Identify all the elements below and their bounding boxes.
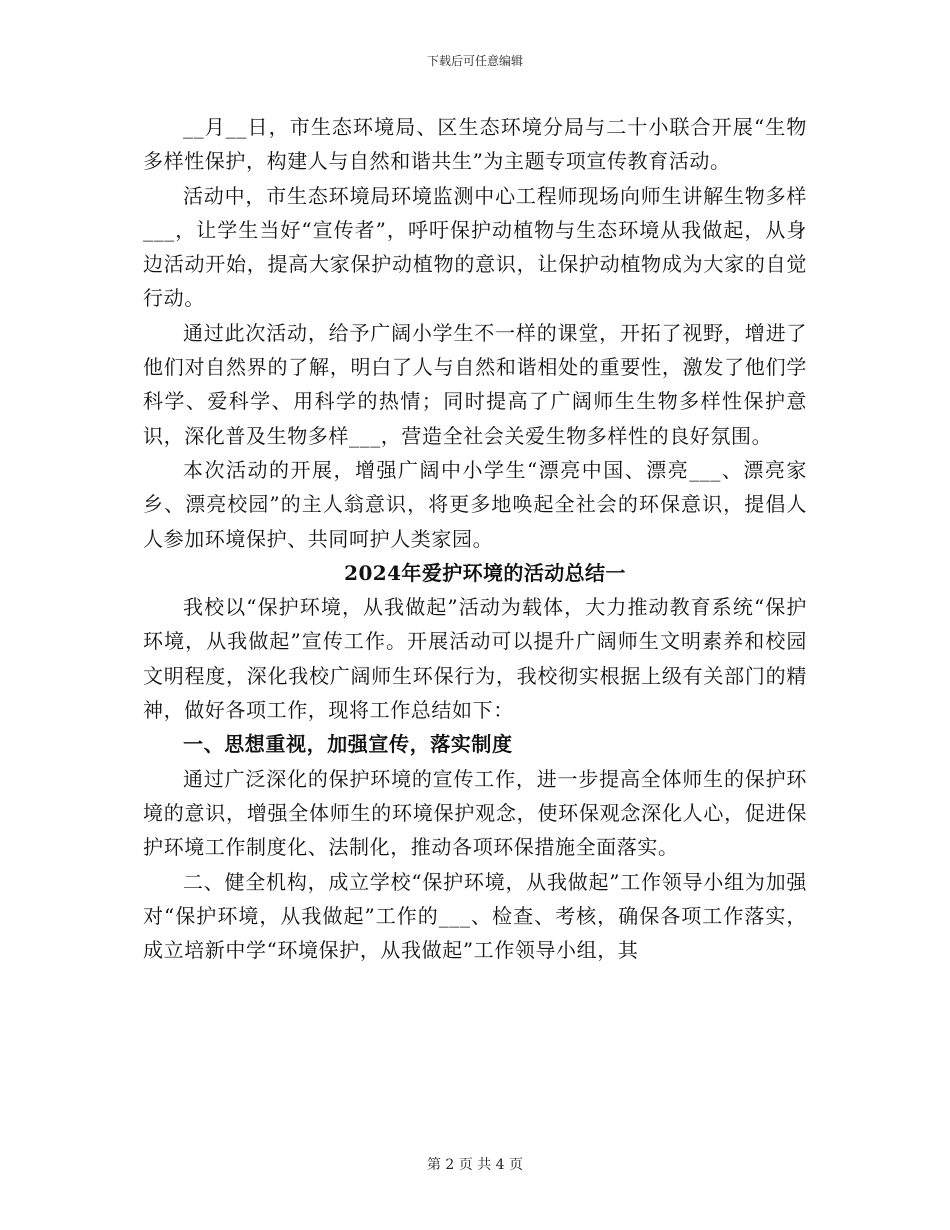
paragraph-summary-intro: 我校以“保护环境，从我做起”活动为载体，大力推动教育系统“保护环境，从我做起”宣传工作。开展活动可以提升广阔师生文明素养和校园文明程度，深化我校广阔师生环保行为，我校彻实根据上级有关部门的精神，做好各项工作，现将工作总结如下： — [143, 595, 807, 723]
section-heading-1: 一、思想重视，加强宣传，落实制度 — [183, 732, 513, 757]
paragraph-section-1: 通过广泛深化的保护环境的宣传工作，进一步提高全体师生的保护环境的意识，增强全体师生的环境保护观念，使环保观念深化人心，促进保护环境工作制度化、法制化，推动各项环保措施全面落实。 — [143, 766, 807, 860]
page-header-note: 下载后可任意编辑 — [426, 54, 523, 68]
paragraph-activity-effect: 通过此次活动，给予广阔小学生不一样的课堂，开拓了视野，增进了他们对自然界的了解，明白了人与自然和谐相处的重要性，激发了他们学科学、爱科学、用科学的热情；同时提高了广阔师生生物多样性保护意识，深化普及生物多样___，营造全社会关爱生物多样性的良好氛围。 — [143, 320, 807, 448]
paragraph-activity-content: 活动中，市生态环境局环境监测中心工程师现场向师生讲解生物多样___，让学生当好“宣传者”，呼吁保护动植物与生态环境从我做起，从身边活动开始，提高大家保护动植物的意识，让保护动植物成为大家的自觉行动。 — [143, 183, 807, 311]
page-number: 第 2 页 共 4 页 — [426, 1157, 524, 1173]
document-title: 2024年爱护环境的活动总结一 — [344, 560, 626, 585]
paragraph-activity-significance: 本次活动的开展，增强广阔中小学生“漂亮中国、漂亮___、漂亮家乡、漂亮校园”的主人翁意识，将更多地唤起全社会的环保意识，提倡人人参加环境保护、共同呵护人类家园。 — [143, 457, 807, 551]
document-body — [143, 110, 807, 967]
paragraph-event-intro: __月__日，市生态环境局、区生态环境分局与二十小联合开展“生物多样性保护，构建人与自然和谐共生”为主题专项宣传教育活动。 — [143, 115, 807, 174]
paragraph-section-2: 二、健全机构，成立学校“保护环境，从我做起”工作领导小组为加强对“保护环境，从我做起”工作的___、检查、考核，确保各项工作落实，成立培新中学“环境保护，从我做起”工作领导小组，其 — [143, 869, 807, 963]
